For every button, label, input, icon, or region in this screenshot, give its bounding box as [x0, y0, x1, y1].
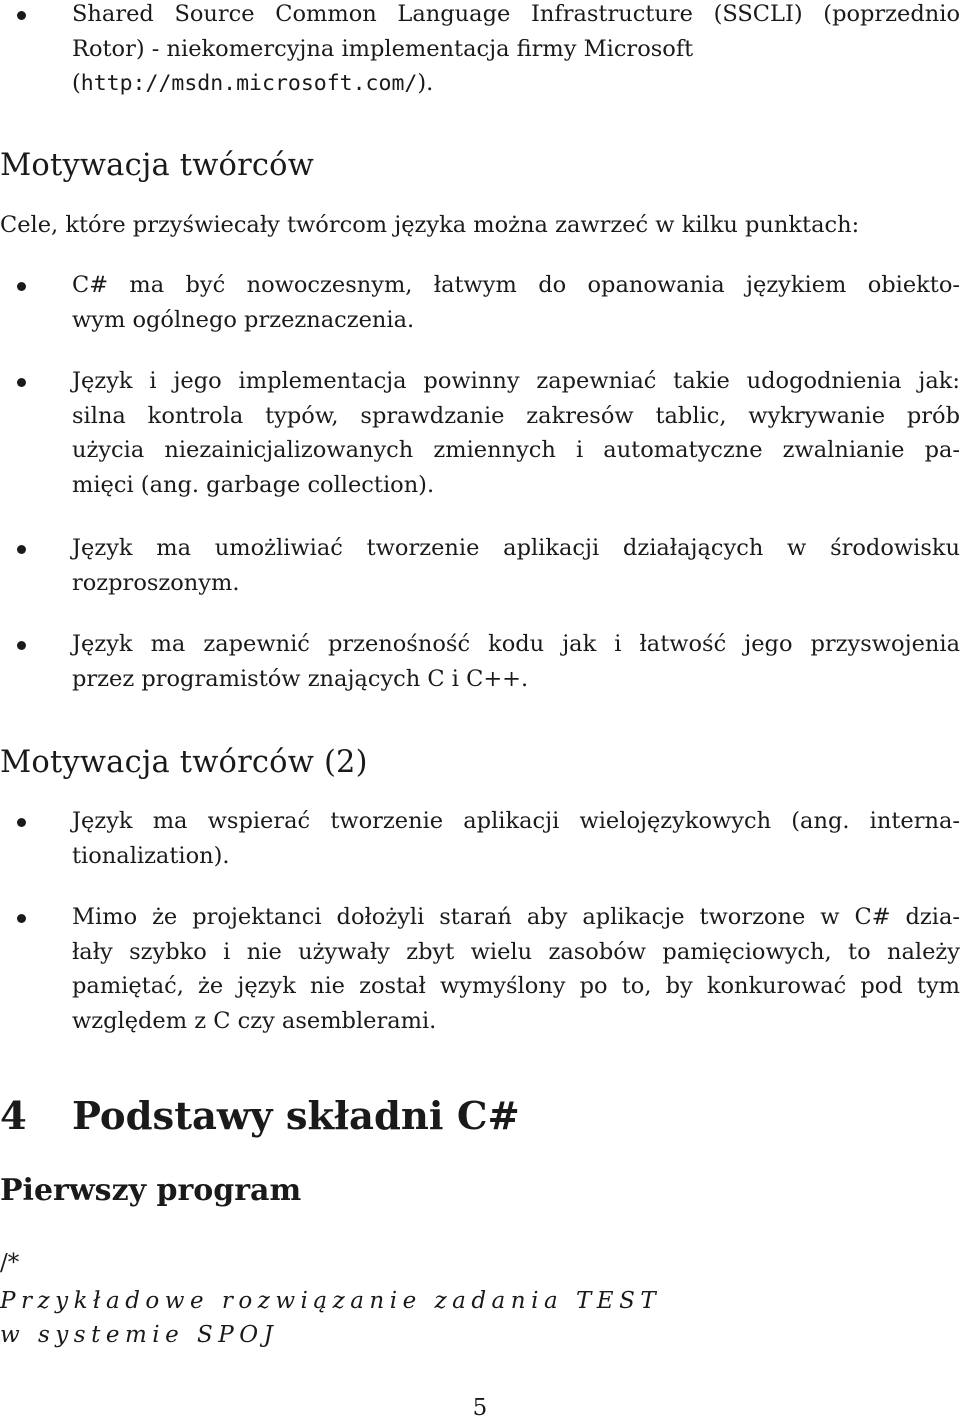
text-line: Rotor) - niekomercyjna implementacja firmy Microsoft: [72, 35, 694, 62]
bullet-marker: [17, 11, 26, 20]
text-line: Język i jego implementacja powinny zapewniać takie udogodnienia jak:: [72, 368, 960, 394]
list-item-sscli: [72, 0, 960, 102]
chapter-title: Podstawy składni C#: [72, 1094, 520, 1139]
list-item: [72, 531, 960, 600]
text-line: Język ma zapewnić przenośność kodu jak i łatwość jego przyswojenia: [72, 631, 960, 657]
text-line: mięci (ang. garbage collection).: [72, 471, 435, 498]
code-comment-open: /*: [0, 1250, 20, 1276]
bullet-marker: [17, 378, 26, 387]
text-line: Shared Source Common Language Infrastructure (SSCLI) (poprzednio: [72, 1, 960, 27]
section-heading-motywacja: Motywacja twórców: [0, 148, 315, 183]
bullet-marker: [17, 818, 26, 827]
text-line: łały szybko i nie używały zbyt wielu zasobów pamięciowych, to należy: [72, 938, 960, 965]
list-item: [72, 627, 960, 696]
text-line: pamiętać, że język nie został wymyślony po to, by konkurować pod tym: [72, 973, 960, 999]
text-line: silna kontrola typów, sprawdzanie zakresów tablic, wykrywanie prób: [72, 402, 960, 429]
list-item: [72, 364, 960, 502]
intro-paragraph: Cele, które przyświecały twórcom języka można zawrzeć w kilku punktach:: [0, 212, 860, 238]
text-line: Język ma wspierać tworzenie aplikacji wielojęzykowych (ang. interna-: [72, 808, 960, 834]
bullet-marker: [17, 545, 26, 554]
text-line: Mimo że projektanci dołożyli starań aby aplikacje tworzone w C# dzia-: [72, 904, 960, 930]
text-line: względem z C czy asemblerami.: [72, 1007, 437, 1034]
text-line: [72, 66, 960, 102]
text-line: użycia niezainicjalizowanych zmiennych i automatyczne zwalnianie pa-: [72, 437, 960, 463]
subsection-heading: Pierwszy program: [0, 1173, 302, 1208]
link-close-paren: ).: [417, 70, 434, 96]
code-comment-line: Przykładowe rozwiązanie zadania TEST: [0, 1288, 662, 1314]
chapter-number: 4: [0, 1094, 27, 1139]
text-line: C# ma być nowoczesnym, łatwym do opanowania językiem obiekto-: [72, 272, 960, 298]
bullet-marker: [17, 282, 26, 291]
list-item: [72, 268, 960, 337]
microsoft-link[interactable]: http://msdn.microsoft.com/: [80, 71, 418, 96]
chapter-heading: [0, 1093, 520, 1141]
text-line: wym ogólnego przeznaczenia.: [72, 306, 415, 333]
code-comment-line: w systemie SPOJ: [0, 1322, 279, 1348]
bullet-marker: [17, 914, 26, 923]
section-heading-motywacja-2: Motywacja twórców (2): [0, 745, 368, 780]
text-line: Język ma umożliwiać tworzenie aplikacji działających w środowisku: [72, 535, 960, 561]
text-line: rozproszonym.: [72, 569, 240, 596]
list-item: [72, 900, 960, 1038]
page-number: 5: [472, 1395, 488, 1421]
list-item: [72, 804, 960, 873]
bullet-marker: [17, 641, 26, 650]
text-line: przez programistów znających C i C++.: [72, 665, 529, 692]
link-open-paren: (: [72, 70, 81, 96]
text-line: tionalization).: [72, 842, 230, 869]
